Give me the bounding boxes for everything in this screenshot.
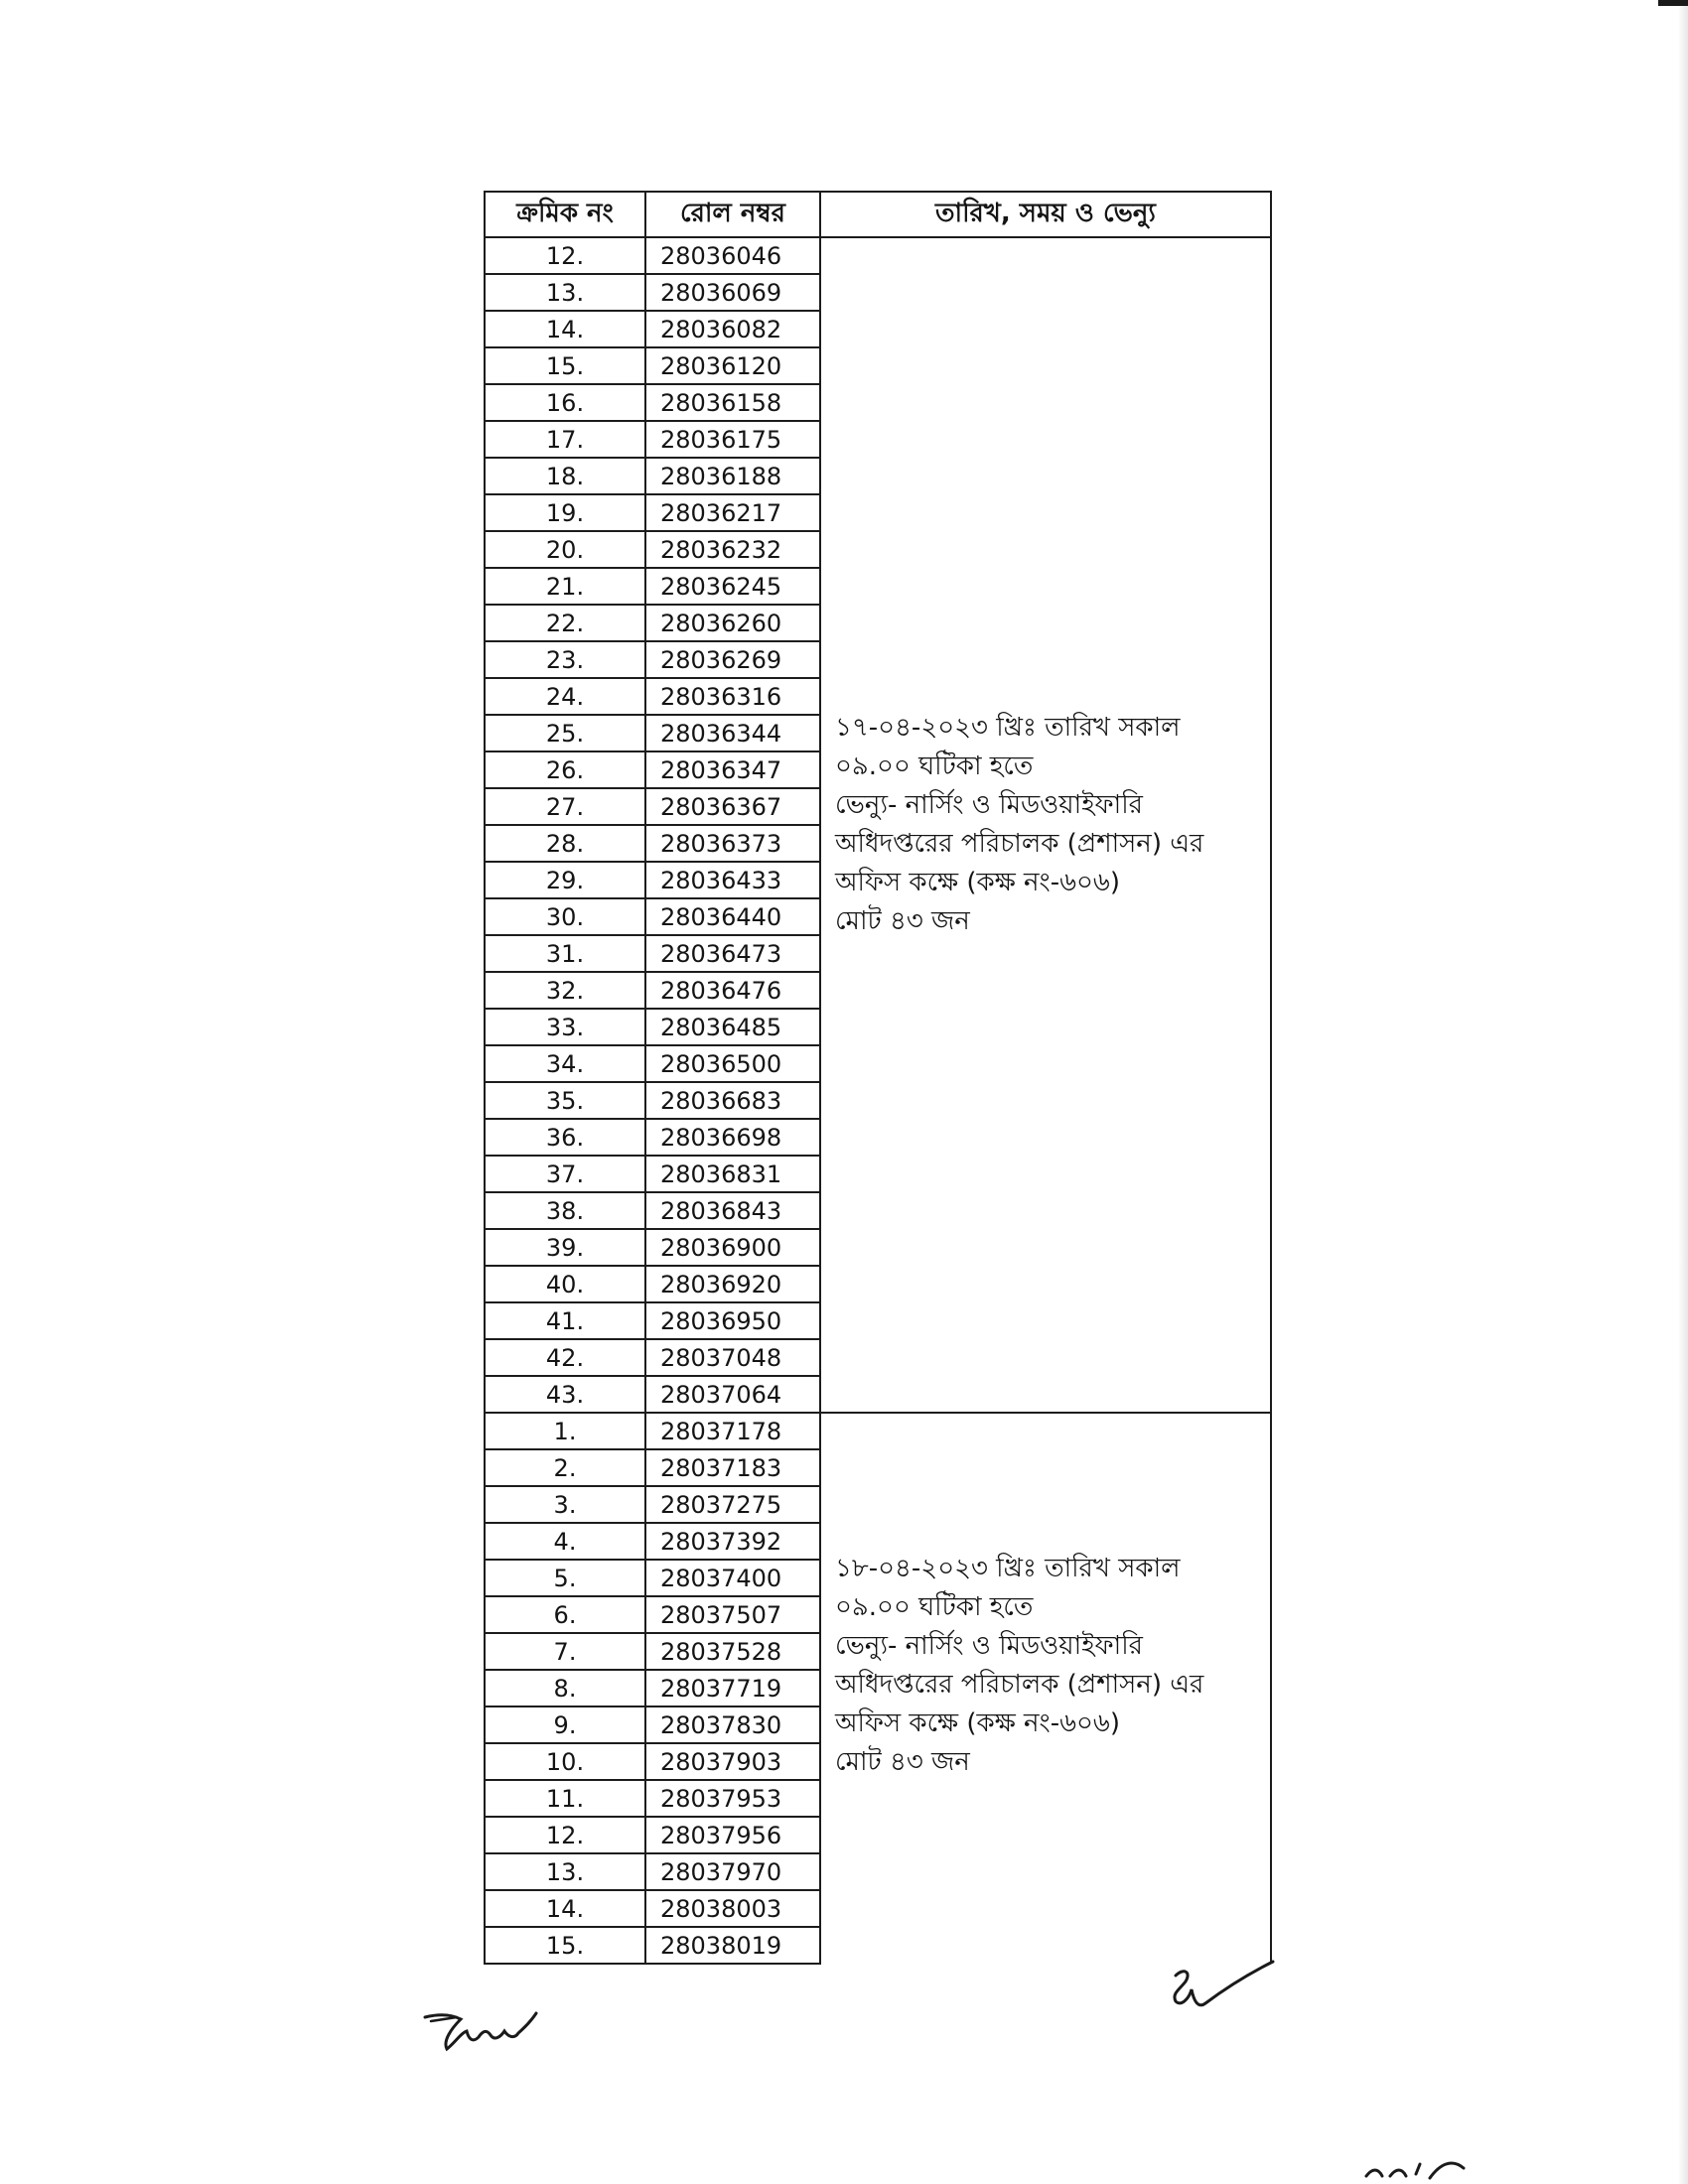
page-number-mark: [1360, 2154, 1489, 2184]
serial-number-cell: 11.: [485, 1780, 645, 1817]
roll-number-cell: 28036260: [645, 605, 820, 641]
serial-number-cell: 3.: [485, 1486, 645, 1523]
roll-number-cell: 28036245: [645, 568, 820, 605]
serial-number-cell: 29.: [485, 862, 645, 898]
roll-number-cell: 28036920: [645, 1266, 820, 1302]
serial-number-cell: 28.: [485, 825, 645, 862]
serial-number-cell: 14.: [485, 311, 645, 347]
roll-number-cell: 28036269: [645, 641, 820, 678]
roll-number-cell: 28036473: [645, 935, 820, 972]
roll-number-cell: 28036217: [645, 494, 820, 531]
roll-number-cell: 28036485: [645, 1009, 820, 1045]
roll-number-cell: 28036188: [645, 458, 820, 494]
signature-right: [1162, 1954, 1281, 2023]
serial-number-cell: 12.: [485, 1817, 645, 1853]
serial-number-cell: 31.: [485, 935, 645, 972]
roll-number-cell: 28038003: [645, 1890, 820, 1927]
roll-number-cell: 28036440: [645, 898, 820, 935]
roll-number-cell: 28037183: [645, 1449, 820, 1486]
serial-number-cell: 16.: [485, 384, 645, 421]
serial-number-cell: 15.: [485, 1927, 645, 1964]
serial-number-cell: 36.: [485, 1119, 645, 1156]
roll-schedule-table: [484, 191, 1272, 1965]
serial-number-cell: 18.: [485, 458, 645, 494]
venue-line: অধিদপ্তরের পরিচালক (প্রশাসন) এর: [835, 1670, 1204, 1700]
roll-number-cell: 28036900: [645, 1229, 820, 1266]
serial-number-cell: 35.: [485, 1082, 645, 1119]
roll-number-cell: 28037048: [645, 1339, 820, 1376]
roll-number-cell: 28036831: [645, 1156, 820, 1192]
roll-number-cell: 28037830: [645, 1706, 820, 1743]
venue-line: ১৭-০৪-২০২৩ খ্রিঃ তারিখ সকাল: [835, 713, 1181, 743]
serial-number-cell: 38.: [485, 1192, 645, 1229]
serial-number-cell: 32.: [485, 972, 645, 1009]
signature-left: [421, 2003, 560, 2063]
roll-number-cell: 28037178: [645, 1413, 820, 1449]
serial-number-cell: 37.: [485, 1156, 645, 1192]
roll-number-cell: 28036373: [645, 825, 820, 862]
serial-number-cell: 24.: [485, 678, 645, 715]
roll-number-cell: 28036950: [645, 1302, 820, 1339]
roll-number-cell: 28036232: [645, 531, 820, 568]
serial-number-cell: 7.: [485, 1633, 645, 1670]
roll-number-cell: 28037400: [645, 1560, 820, 1596]
roll-number-cell: 28037956: [645, 1817, 820, 1853]
roll-number-cell: 28036082: [645, 311, 820, 347]
venue-line: অধিদপ্তরের পরিচালক (প্রশাসন) এর: [835, 829, 1204, 859]
roll-number-cell: 28037392: [645, 1523, 820, 1560]
table-body: [485, 237, 1271, 1964]
scan-corner-mark: [1658, 0, 1688, 6]
serial-number-cell: 12.: [485, 237, 645, 274]
roll-number-cell: 28036698: [645, 1119, 820, 1156]
table-row: [485, 237, 1271, 274]
venue-line: ০৯.০০ ঘটিকা হতে: [835, 1592, 1034, 1622]
header-roll-number: রোল নম্বর: [645, 192, 820, 237]
serial-number-cell: 33.: [485, 1009, 645, 1045]
serial-number-cell: 40.: [485, 1266, 645, 1302]
venue-line: ১৮-০৪-২০২৩ খ্রিঃ তারিখ সকাল: [835, 1554, 1181, 1583]
roll-number-cell: 28038019: [645, 1927, 820, 1964]
serial-number-cell: 39.: [485, 1229, 645, 1266]
venue-info-cell: [820, 1413, 1271, 1964]
serial-number-cell: 20.: [485, 531, 645, 568]
venue-line: ভেন্যু- নার্সিং ও মিডওয়াইফারি: [835, 790, 1143, 820]
scan-edge: [1678, 0, 1688, 2184]
serial-number-cell: 41.: [485, 1302, 645, 1339]
roll-number-cell: 28036843: [645, 1192, 820, 1229]
serial-number-cell: 6.: [485, 1596, 645, 1633]
roll-number-cell: 28036433: [645, 862, 820, 898]
serial-number-cell: 10.: [485, 1743, 645, 1780]
serial-number-cell: 19.: [485, 494, 645, 531]
serial-number-cell: 22.: [485, 605, 645, 641]
roll-number-cell: 28036500: [645, 1045, 820, 1082]
venue-line: ভেন্যু- নার্সিং ও মিডওয়াইফারি: [835, 1631, 1143, 1661]
venue-line: ০৯.০০ ঘটিকা হতে: [835, 751, 1034, 781]
serial-number-cell: 9.: [485, 1706, 645, 1743]
serial-number-cell: 13.: [485, 1853, 645, 1890]
table-header-row: [485, 192, 1271, 237]
roll-number-cell: 28036367: [645, 788, 820, 825]
serial-number-cell: 43.: [485, 1376, 645, 1413]
venue-info-cell: [820, 237, 1271, 1413]
venue-line: অফিস কক্ষে (কক্ষ নং-৬০৬): [835, 1708, 1120, 1738]
serial-number-cell: 23.: [485, 641, 645, 678]
roll-number-cell: 28037970: [645, 1853, 820, 1890]
serial-number-cell: 1.: [485, 1413, 645, 1449]
roll-number-cell: 28036316: [645, 678, 820, 715]
roll-number-cell: 28036069: [645, 274, 820, 311]
venue-text-block: [835, 709, 1260, 941]
serial-number-cell: 8.: [485, 1670, 645, 1706]
venue-text-block: [835, 1414, 1260, 1782]
header-serial-number: ক্রমিক নং: [485, 192, 645, 237]
header-date-time-venue: তারিখ, সময় ও ভেন্যু: [820, 192, 1271, 237]
roll-number-cell: 28037903: [645, 1743, 820, 1780]
roll-number-cell: 28037528: [645, 1633, 820, 1670]
serial-number-cell: 17.: [485, 421, 645, 458]
serial-number-cell: 27.: [485, 788, 645, 825]
serial-number-cell: 25.: [485, 715, 645, 751]
serial-number-cell: 13.: [485, 274, 645, 311]
venue-line: মোট ৪৩ জন: [835, 906, 970, 936]
roll-number-cell: 28036683: [645, 1082, 820, 1119]
serial-number-cell: 14.: [485, 1890, 645, 1927]
roll-number-cell: 28037275: [645, 1486, 820, 1523]
roll-number-cell: 28036158: [645, 384, 820, 421]
serial-number-cell: 21.: [485, 568, 645, 605]
venue-line: মোট ৪৩ জন: [835, 1747, 970, 1777]
roll-number-cell: 28036344: [645, 715, 820, 751]
roll-number-cell: 28036476: [645, 972, 820, 1009]
roll-number-cell: 28037064: [645, 1376, 820, 1413]
roll-number-cell: 28036120: [645, 347, 820, 384]
serial-number-cell: 15.: [485, 347, 645, 384]
serial-number-cell: 34.: [485, 1045, 645, 1082]
roll-number-cell: 28036347: [645, 751, 820, 788]
serial-number-cell: 42.: [485, 1339, 645, 1376]
serial-number-cell: 26.: [485, 751, 645, 788]
roll-number-cell: 28037507: [645, 1596, 820, 1633]
roll-number-cell: 28037953: [645, 1780, 820, 1817]
serial-number-cell: 5.: [485, 1560, 645, 1596]
serial-number-cell: 2.: [485, 1449, 645, 1486]
table-row: [485, 1413, 1271, 1449]
serial-number-cell: 4.: [485, 1523, 645, 1560]
roll-number-cell: 28036175: [645, 421, 820, 458]
serial-number-cell: 30.: [485, 898, 645, 935]
venue-line: অফিস কক্ষে (কক্ষ নং-৬০৬): [835, 868, 1120, 897]
roll-number-cell: 28037719: [645, 1670, 820, 1706]
roll-number-cell: 28036046: [645, 237, 820, 274]
